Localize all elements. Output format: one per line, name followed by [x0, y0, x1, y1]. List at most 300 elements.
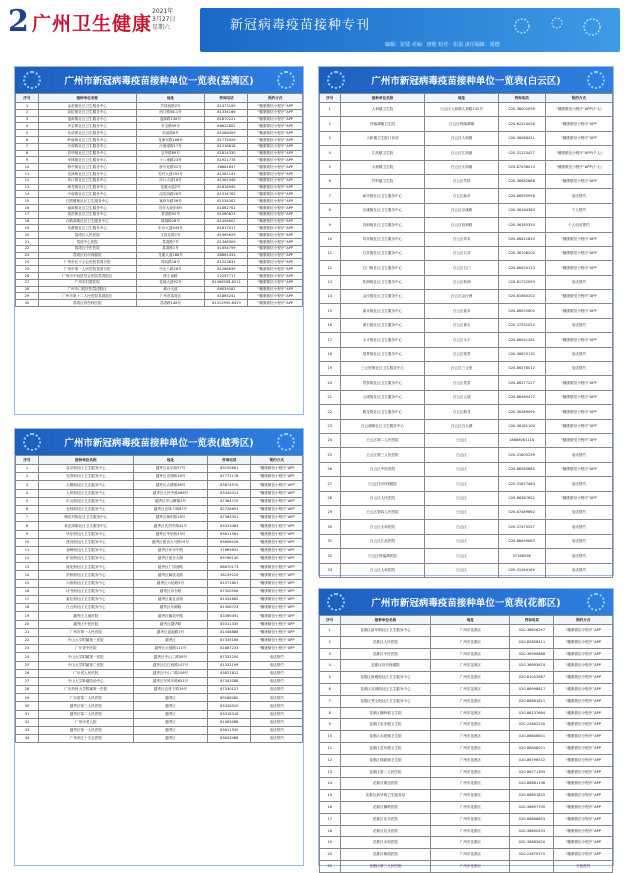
cell-book: “穗康微信小程序”APP	[251, 596, 303, 604]
cell-book: “穗康微信小程序”APP(个人)	[545, 103, 612, 117]
cell-no: 29	[16, 293, 39, 300]
cell-phone: 83340313	[208, 489, 251, 497]
cell-name: 越秀区第三人民医院	[38, 702, 133, 710]
table-row	[320, 103, 613, 117]
table-row	[16, 596, 303, 604]
cell-addr: 越秀区素社直街	[133, 596, 208, 604]
cell-book: 电话预约	[251, 677, 303, 685]
cell-phone: 86039181	[205, 286, 248, 293]
cell-no: 14	[16, 191, 39, 198]
cell-no: 14	[320, 290, 341, 304]
cell-name: 白云区第二人民医院	[340, 433, 425, 447]
cell-phone: 020-36982868	[498, 174, 545, 188]
cell-name: 冲口街社区卫生服务中心	[38, 177, 136, 184]
cell-book: “穗康微信小程序”APP	[248, 232, 303, 239]
table-row	[320, 318, 613, 332]
cell-name: 梅花村街社区卫生服务中心	[38, 514, 133, 522]
cell-name: 花都区花城街社区卫生服务中心	[340, 683, 431, 695]
col-name: 接种单位名称	[38, 94, 136, 103]
cell-book: “穗康微信小程序”APP	[554, 813, 613, 825]
cell-addr: 宝华路89号	[136, 150, 205, 157]
cell-phone: 020-86041281	[498, 333, 545, 347]
table-row	[320, 333, 613, 347]
cell-addr: 冲口大道18号	[136, 177, 205, 184]
table-row	[16, 489, 303, 497]
cell-no: 22	[320, 405, 341, 419]
table-row	[16, 612, 303, 620]
issue-meta	[152, 8, 175, 32]
cell-name: 江高镇卫生院	[340, 146, 425, 160]
cell-addr: 越秀区	[133, 727, 208, 735]
table-row	[320, 683, 613, 695]
cell-name: 荔湾区妇幼保健院	[38, 252, 136, 259]
cell-no: 20	[16, 232, 39, 239]
cell-name: 越秀区第二人民医院	[38, 710, 133, 718]
cell-no: 24	[320, 433, 341, 447]
virus-icon	[23, 71, 41, 89]
cell-name: 花都区赤坭医院	[340, 837, 431, 849]
col-addr: 地址	[136, 94, 205, 103]
cell-no: 18	[320, 825, 341, 837]
cell-no: 31	[16, 710, 39, 718]
cell-name: 越秀区儿童医院	[38, 612, 133, 620]
section-title	[15, 429, 303, 455]
cell-book: “穗康微信小程序”APP	[248, 266, 303, 273]
cell-addr: 越秀区农林下路19号	[133, 686, 208, 694]
cell-no: 30	[16, 300, 39, 307]
cell-name: 多宝街社区卫生服务中心	[38, 123, 136, 130]
cell-book: “穗康微信小程序”APP	[554, 742, 613, 754]
table-row	[320, 766, 613, 778]
table-row	[320, 376, 613, 390]
cell-name: 素社街社区卫生服务中心	[38, 596, 133, 604]
cell-no: 9	[320, 719, 341, 731]
table-row	[320, 801, 613, 813]
col-no: 序号	[320, 616, 341, 625]
cell-addr: 越秀区大塘街38号	[133, 481, 208, 489]
cell-no: 14	[320, 778, 341, 790]
table-row	[16, 677, 303, 685]
cell-addr: 白云区江高镇	[425, 146, 498, 160]
cell-book: 电话预约	[251, 653, 303, 661]
cell-phone: 83369491	[208, 612, 251, 620]
cell-book: “穗康微信小程序”APP	[248, 130, 303, 137]
table-row	[320, 290, 613, 304]
cell-book: “穗康微信小程序”APP	[545, 261, 612, 275]
cell-phone: 86622802	[205, 123, 248, 130]
cell-book: 开放预约	[554, 860, 613, 872]
cell-book: 电话预约	[251, 686, 303, 694]
cell-book: “穗康微信小程序”APP	[545, 419, 612, 433]
cell-phone: 81514762	[205, 191, 248, 198]
table-row	[16, 522, 303, 530]
table-row	[16, 465, 303, 473]
table-row	[16, 259, 303, 266]
table-row	[16, 116, 303, 123]
cell-phone: 83766130	[208, 555, 251, 563]
paper-logo: 广州卫生健康	[32, 13, 153, 35]
cell-name: 白云区第四人民医院	[340, 505, 425, 519]
table-row	[16, 177, 303, 184]
cell-addr: 白云区景泰	[425, 376, 498, 390]
cell-addr: 桥中北路52号	[136, 164, 205, 171]
cell-no: 33	[16, 727, 39, 735]
cell-phone: 020-62224426	[498, 117, 545, 131]
table-row	[16, 530, 303, 538]
cell-name: 越秀区中医医院	[38, 620, 133, 628]
cell-name: 花都区胡忠医院	[340, 778, 431, 790]
cell-addr: 越秀区华乐路33号	[133, 530, 208, 538]
cell-no: 13	[320, 275, 341, 289]
cell-addr: 越秀区	[133, 702, 208, 710]
table-row	[16, 546, 303, 554]
cell-no: 15	[320, 304, 341, 318]
page-header	[0, 0, 624, 58]
cell-phone: 36239220	[208, 571, 251, 579]
cell-addr: 广州市花都区	[431, 790, 510, 802]
cell-phone: 87330127	[208, 686, 251, 694]
cell-phone: 81817017	[205, 225, 248, 232]
cell-addr: 浣花西路28号	[136, 191, 205, 198]
cell-phone: 020-62856411	[510, 636, 554, 648]
cell-phone: 87363351	[208, 514, 251, 522]
cell-book: 电话预约	[251, 669, 303, 677]
cell-book: “穗康微信小程序”APP	[554, 849, 613, 861]
cell-no: 11	[16, 170, 39, 177]
cell-no: 4	[16, 489, 39, 497]
cell-addr: 荔湾路148号	[136, 300, 205, 307]
table-row	[320, 825, 613, 837]
cell-no: 11	[320, 742, 341, 754]
cell-addr: 白云区京溪路	[425, 203, 498, 217]
cell-name: 白云湖街社区卫生服务中心	[340, 419, 425, 433]
cell-book: 电话预约	[545, 347, 612, 361]
table-row	[16, 225, 303, 232]
cell-no: 12	[16, 177, 39, 184]
cell-addr: 花地大道92号	[136, 279, 205, 286]
cell-name: 景泰街社区卫生服务中心	[340, 376, 425, 390]
cell-name: 矿泉街社区卫生服务中心	[38, 555, 133, 563]
cell-phone: 81083088	[208, 718, 251, 726]
col-addr: 地址	[425, 94, 498, 103]
cell-no: 23	[16, 645, 39, 653]
cell-book: “穗康微信小程序”APP	[545, 405, 612, 419]
cell-name: 花都区中医医院	[340, 648, 431, 660]
table-row	[16, 130, 303, 137]
cell-phone: 020-87438010	[498, 160, 545, 174]
cell-no: 14	[16, 571, 39, 579]
cell-phone: 020-81732093	[498, 275, 545, 289]
cell-book: “穗康微信小程序”APP	[251, 489, 303, 497]
table-liwan	[15, 93, 303, 307]
cell-name: 华乐街社区卫生服务中心	[38, 530, 133, 538]
virus-icon	[587, 593, 605, 611]
cell-addr: 广州市花都区	[431, 695, 510, 707]
cell-phone: 81581141	[205, 170, 248, 177]
cell-name: 石井街社区卫生服务中心	[340, 246, 425, 260]
cell-addr: 文昌北路1号	[136, 232, 205, 239]
cell-addr: 荔湾路7号	[136, 238, 205, 245]
virus-icon	[23, 433, 41, 451]
cell-no: 28	[320, 491, 341, 505]
table-row	[16, 204, 303, 211]
table-row	[16, 653, 303, 661]
table-row	[16, 514, 303, 522]
cell-phone: 020-87489662	[498, 505, 545, 519]
cell-book: “穗康微信小程序”APP	[545, 390, 612, 404]
cell-name: 桥中街社区卫生服务中心	[38, 164, 136, 171]
cell-name: 白鹤洞街社区卫生服务中心	[38, 218, 136, 225]
cell-no: 26	[16, 669, 39, 677]
cell-no: 19	[16, 612, 39, 620]
cell-addr: 白云区同和路	[425, 218, 498, 232]
cell-addr: 茶滘路92号	[136, 211, 205, 218]
cell-book: “穗康微信小程序”APP	[554, 825, 613, 837]
section-title-text: 广州市新冠病毒疫苗接种单位一览表(越秀区)	[64, 438, 254, 449]
cell-name: 黄石街社区卫生服务中心	[340, 318, 425, 332]
cell-no: 27	[16, 677, 39, 685]
cell-no: 1	[16, 465, 39, 473]
cell-name: 茶滘街社区卫生服务中心	[38, 211, 136, 218]
cell-phone: 83611530	[208, 727, 251, 735]
cell-addr: 白云区	[425, 462, 498, 476]
cell-book: “穗康微信小程序”APP	[545, 433, 612, 447]
cell-no: 7	[320, 189, 341, 203]
cell-addr: 鹤洞路28号	[136, 218, 205, 225]
cell-phone: 020-36389090	[498, 405, 545, 419]
cell-addr: 中山八路28号	[136, 266, 205, 273]
cell-no: 9	[16, 157, 39, 164]
cell-addr: 越秀区瑶台大街	[133, 555, 208, 563]
cell-book: “穗康微信小程序”APP	[554, 801, 613, 813]
cell-addr: 芳村大道东8号	[136, 204, 205, 211]
table-row	[16, 473, 303, 481]
cell-addr: 白云区黄石	[425, 318, 498, 332]
cell-no: 6	[320, 174, 341, 188]
table-row	[320, 790, 613, 802]
table-row	[16, 279, 303, 286]
cell-phone: 020-31605299	[498, 448, 545, 462]
cell-addr: 广州市花都区	[431, 801, 510, 813]
cell-no: 16	[320, 318, 341, 332]
cell-addr: 塞坝东路36号	[136, 198, 205, 205]
cell-name: 岭南街社区卫生服务中心	[38, 136, 136, 143]
cell-addr: 越秀区解放中路	[133, 612, 208, 620]
col-phone: 咨询电话	[498, 94, 545, 103]
table-row	[320, 362, 613, 376]
cell-phone: 83323483	[208, 522, 251, 530]
cell-book: “穗康微信小程序”APP	[251, 497, 303, 505]
cell-book: 电话预约	[545, 189, 612, 203]
table-row	[16, 694, 303, 702]
cell-book: “穗康微信小程序”APP	[554, 683, 613, 695]
cell-phone: 020-86891825	[510, 790, 554, 802]
table-row	[320, 754, 613, 766]
cell-name: 花都区第二人民医院	[340, 766, 431, 778]
cell-addr: 越秀区光塔路16号	[133, 473, 208, 481]
cell-addr: 康王南路	[136, 272, 205, 279]
cell-phone: 81312990-8329	[205, 300, 248, 307]
cell-name: 白云区钟落潭医院	[340, 549, 425, 563]
cell-book: “穗康微信小程序”APP	[545, 462, 612, 476]
cell-phone: 83318316	[208, 710, 251, 718]
table-row	[16, 538, 303, 546]
section-title	[319, 67, 613, 93]
cell-book: “穗康微信小程序”APP	[545, 131, 612, 145]
cell-no: 21	[320, 390, 341, 404]
cell-addr: 白云区	[425, 563, 498, 577]
col-book: 预约方式	[545, 94, 612, 103]
cell-phone: 81921778	[205, 157, 248, 164]
cell-name: 花都区炭步镇卫生院	[340, 719, 431, 731]
cell-phone: 020-86365680	[498, 462, 545, 476]
cell-phone: 83328010	[208, 702, 251, 710]
cell-no: 30	[320, 520, 341, 534]
section-yuexiu	[14, 428, 304, 866]
cell-addr: 广州市花都区	[431, 672, 510, 684]
cell-book: “穗康微信小程序”APP	[251, 505, 303, 513]
cell-addr: 西门路58-1号	[136, 109, 205, 116]
cell-addr: 站前路8号	[136, 130, 205, 137]
cell-name: 白云区太和医院	[340, 520, 425, 534]
cell-no: 2	[16, 473, 39, 481]
cell-phone: 020-86881136	[510, 778, 554, 790]
cell-book: “穗康微信小程序”APP	[545, 174, 612, 188]
cell-book: “穗康微信小程序”APP	[248, 143, 303, 150]
cell-name: 花都区第三人民医院	[340, 860, 431, 872]
cell-book: “穗康微信小程序”APP	[248, 136, 303, 143]
cell-phone: 87772178	[208, 473, 251, 481]
cell-no: 4	[16, 123, 39, 130]
banner-credits: 编辑：张镭 美编：唐维 校对：张盈 责任编辑：梁德	[385, 42, 500, 48]
cell-book: “穗康微信小程序”APP	[545, 333, 612, 347]
cell-book: “穗康微信小程序”APP	[554, 648, 613, 660]
cell-phone: 87364719	[208, 497, 251, 505]
cell-addr: 广州市花都区	[431, 683, 510, 695]
cell-phone: 020-36826297	[510, 625, 554, 637]
cell-addr: 越秀区盘福路1号	[133, 628, 208, 636]
cell-phone: 020-22862230	[510, 719, 554, 731]
table-row	[16, 571, 303, 579]
cell-phone: 81862702	[205, 204, 248, 211]
cell-phone: 020-36670132	[498, 347, 545, 361]
cell-addr: 越秀区	[133, 694, 208, 702]
banner-title: 新冠病毒疫苗接种专刊	[230, 18, 371, 33]
cell-name: 花都区新华街社区卫生服务中心	[340, 625, 431, 637]
cell-addr: 广州市花都区	[431, 648, 510, 660]
section-title-text: 广州市新冠病毒疫苗接种单位一览表(花都区)	[371, 598, 561, 609]
cell-no: 7	[16, 514, 39, 522]
table-row	[16, 300, 303, 307]
cell-no: 7	[16, 143, 39, 150]
table-row	[320, 390, 613, 404]
table-row	[320, 636, 613, 648]
cell-addr: 白云区棠景	[425, 347, 498, 361]
cell-addr: 广州市花都区	[431, 719, 510, 731]
cell-book: 电话预约	[545, 534, 612, 548]
cell-addr: 越秀区东湖路	[133, 604, 208, 612]
cell-addr: 荔湾路1号	[136, 245, 205, 252]
cell-name: 白云区人民医院	[340, 491, 425, 505]
cell-addr: 越秀区诗书路	[133, 587, 208, 595]
cell-name: 白云区人和医院	[340, 563, 425, 577]
cell-phone: 020-81660202	[498, 290, 545, 304]
cell-addr: 越秀区	[133, 710, 208, 718]
cell-addr: 越秀区中山二路106号	[133, 669, 208, 677]
cell-book: 电话预约	[545, 563, 612, 577]
cell-no: 16	[16, 587, 39, 595]
cell-addr: 白云区松洲	[425, 275, 498, 289]
cell-addr: 白云区人和镇	[425, 131, 498, 145]
cell-phone: 020-31877463	[498, 477, 545, 491]
cell-addr: 白云区嘉禾	[425, 304, 498, 318]
table-row	[320, 189, 613, 203]
cell-phone: 81068459	[205, 130, 248, 137]
table-row	[320, 648, 613, 660]
cell-phone: 020-86868893	[510, 813, 554, 825]
cell-phone: 020-36002099	[498, 103, 545, 117]
cell-phone: 020-86052600	[498, 304, 545, 318]
cell-no: 10	[320, 731, 341, 743]
cell-book: 电话预约	[251, 727, 303, 735]
cell-addr: 越秀区六榕路5号	[133, 579, 208, 587]
cell-phone: 83873570	[208, 481, 251, 489]
cell-name: 登峰街社区卫生服务中心	[38, 546, 133, 554]
cell-name: 龙津街社区卫生服务中心	[38, 170, 136, 177]
table-row	[320, 719, 613, 731]
table-row	[320, 563, 613, 577]
cell-name: 花都区赤坭镇卫生院	[340, 731, 431, 743]
cell-book: 电话预约	[545, 362, 612, 376]
cell-no: 21	[320, 860, 341, 872]
table-row	[16, 164, 303, 171]
cell-phone: 81654759	[205, 245, 248, 252]
cell-no: 2	[320, 636, 341, 648]
table-row	[320, 218, 613, 232]
table-row	[320, 131, 613, 145]
table-row	[320, 246, 613, 260]
cell-book: “穗康微信小程序”APP	[248, 150, 303, 157]
table-row	[320, 837, 613, 849]
cell-no: 3	[16, 481, 39, 489]
cell-phone: 020-31264189	[498, 563, 545, 577]
cell-book: “穗康微信小程序”APP	[554, 695, 613, 707]
cell-no: 27	[16, 279, 39, 286]
cell-no: 24	[16, 653, 39, 661]
cell-phone: 81406602	[205, 218, 248, 225]
cell-addr: 十八甫路23号	[136, 157, 205, 164]
cell-phone: 88861433	[205, 252, 248, 259]
cell-book: “穗康微信小程序”APP	[554, 672, 613, 684]
cell-name: 彩虹街社区卫生服务中心	[38, 109, 136, 116]
table-row	[320, 660, 613, 672]
cell-book: “穗康微信小程序”APP	[545, 376, 612, 390]
table-row	[320, 203, 613, 217]
cell-name: 云城街社区卫生服务中心	[340, 390, 425, 404]
cell-name: 均禾街社区卫生服务中心	[340, 232, 425, 246]
cell-name: 流花街社区卫生服务中心	[38, 563, 133, 571]
cell-no: 32	[320, 549, 341, 563]
cell-no: 28	[16, 286, 39, 293]
cell-no: 24	[16, 259, 39, 266]
table-row	[16, 272, 303, 279]
cell-name: 花都区狮岭医院	[340, 801, 431, 813]
cell-name: 洪桥街社区卫生服务中心	[38, 571, 133, 579]
table-row	[16, 198, 303, 205]
table-row	[320, 520, 613, 534]
cell-no: 2	[16, 109, 39, 116]
cell-no: 17	[16, 211, 39, 218]
